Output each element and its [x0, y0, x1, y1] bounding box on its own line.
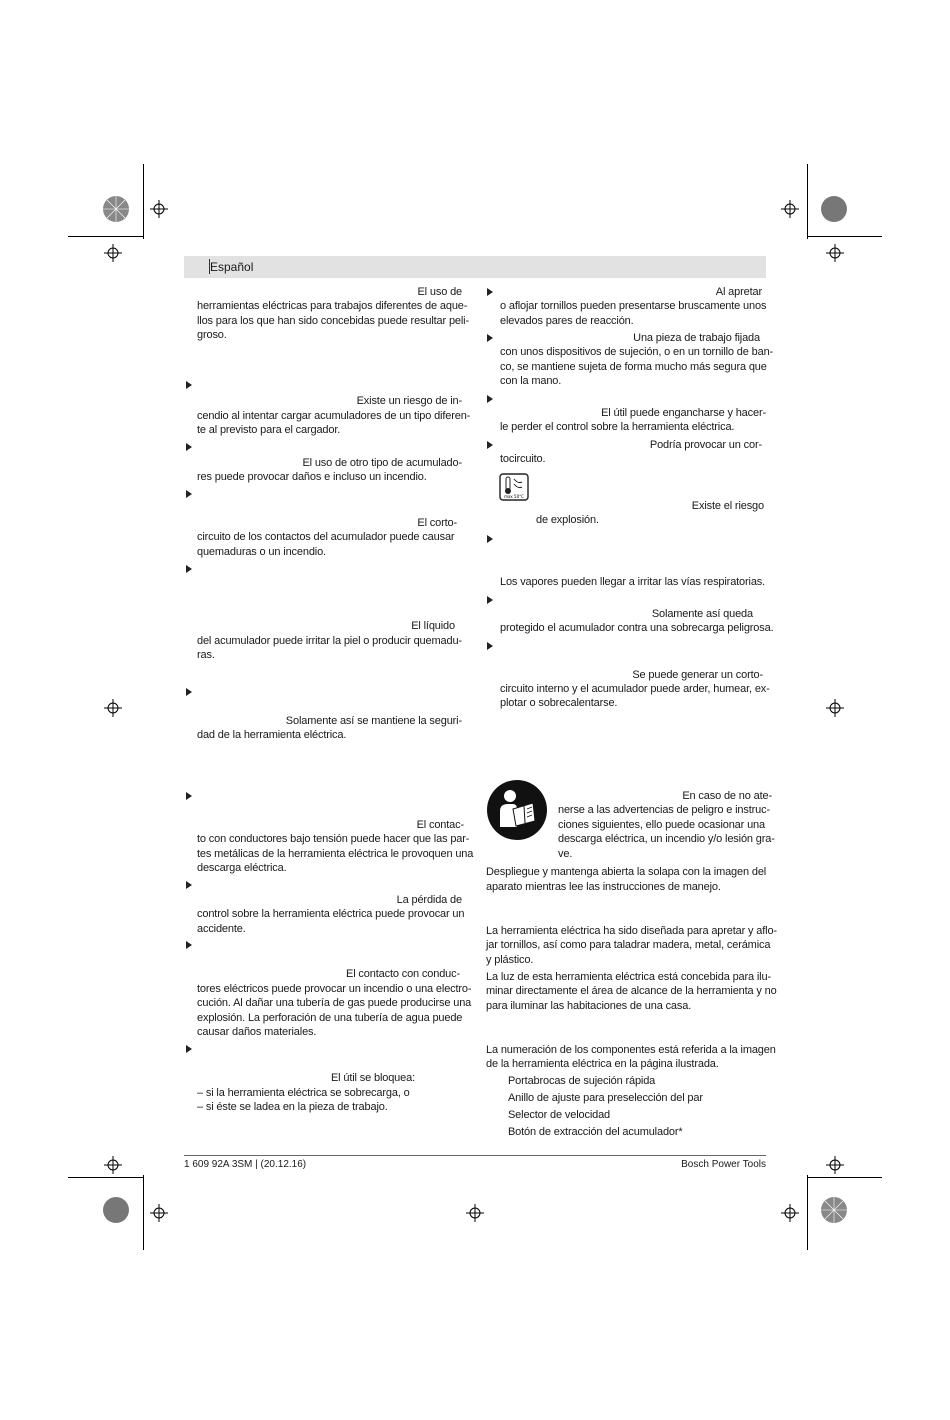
text-line: minar directamente el área de alcance de la herramienta y no — [486, 985, 777, 997]
text-line: con la mano. — [500, 375, 562, 387]
bullet-icon — [186, 1045, 192, 1053]
section-header — [184, 256, 766, 278]
bullet-icon — [186, 881, 192, 889]
text-line: y plástico. — [486, 954, 534, 966]
bullet-icon — [487, 535, 493, 543]
text-line: control sobre la herramienta eléctrica puede provocar un — [197, 908, 465, 920]
text-line: co, se mantiene sujeta de forma mucho más segura que — [500, 361, 767, 373]
text-line: La luz de esta herramienta eléctrica está concebida para ilu- — [486, 971, 771, 983]
component-item: Botón de extracción del acumulador* — [508, 1126, 683, 1138]
text-line: ras. — [197, 649, 215, 661]
footer-doc-id: 1 609 92A 3SM | (20.12.16) — [184, 1159, 307, 1170]
text-line: Despliegue y mantenga abierta la solapa con la imagen del — [486, 866, 767, 878]
text-line: Existe el riesgo — [691, 500, 764, 512]
text-line: El contacto con conduc- — [346, 968, 460, 980]
text-line: circuito de los contactos del acumulador puede causar — [197, 531, 455, 543]
text-line: o aflojar tornillos pueden presentarse bruscamente unos — [500, 300, 767, 312]
component-item: Anillo de ajuste para preselección del par — [508, 1092, 703, 1104]
text-line: aparato mientras lee las instrucciones de manejo. — [486, 881, 721, 893]
text-line: En caso de no ate- — [682, 790, 772, 802]
text-line: jar tornillos, así como para taladrar madera, metal, cerámica — [486, 939, 771, 951]
text-line: accidente. — [197, 923, 246, 935]
bullet-icon — [487, 395, 493, 403]
bullet-icon — [487, 642, 493, 650]
bullet-icon — [186, 688, 192, 696]
list-item: – si éste se ladea en la pieza de trabajo. — [197, 1101, 388, 1113]
registration-target-icon — [820, 195, 848, 223]
text-line: causar daños materiales. — [197, 1026, 317, 1038]
list-item: – si la herramienta eléctrica se sobrecarga, o — [197, 1087, 410, 1099]
text-line: del acumulador puede irritar la piel o producir quemadu- — [197, 635, 462, 647]
text-line: Los vapores pueden llegar a irritar las vías respiratorias. — [500, 576, 766, 588]
text-line: dad de la herramienta eléctrica. — [197, 729, 347, 741]
text-line: elevados pares de reacción. — [500, 315, 634, 327]
footer-brand: Bosch Power Tools — [681, 1159, 766, 1170]
text-line: Al apretar — [715, 286, 762, 298]
crosshair-icon — [104, 1156, 122, 1174]
crop-mark — [68, 236, 143, 237]
component-item: Selector de velocidad — [508, 1109, 611, 1121]
text-line: de explosión. — [536, 514, 599, 526]
bullet-icon — [487, 596, 493, 604]
text-line: Solamente así queda — [651, 608, 753, 620]
text-line: cución. Al dañar una tubería de gas puede producirse una — [197, 997, 472, 1009]
header-divider — [209, 259, 210, 274]
text-line: El uso de — [417, 286, 462, 298]
text-line: Podría provocar un cor- — [649, 439, 762, 451]
temperature-warning-icon — [499, 473, 529, 501]
text-line: La herramienta eléctrica ha sido diseñada para apretar y aflo- — [486, 925, 777, 937]
text-line: Existe un riesgo de in- — [356, 395, 462, 407]
crosshair-icon — [781, 200, 799, 218]
crosshair-icon — [826, 699, 844, 717]
crop-mark — [807, 1175, 808, 1250]
text-line: El corto- — [417, 517, 457, 529]
crosshair-icon — [781, 1204, 799, 1222]
crosshair-icon — [826, 244, 844, 262]
crosshair-icon — [466, 1204, 484, 1222]
crop-mark — [68, 1177, 143, 1178]
text-line: circuito interno y el acumulador puede arder, humear, ex- — [500, 683, 770, 695]
bullet-icon — [186, 565, 192, 573]
crosshair-icon — [104, 699, 122, 717]
text-line: te al previsto para el cargador. — [197, 424, 341, 436]
bullet-icon — [186, 490, 192, 498]
text-line: ve. — [558, 848, 573, 860]
text-line: El útil puede engancharse y hacer- — [601, 407, 766, 419]
text-line: El útil se bloquea: — [331, 1072, 415, 1084]
crosshair-icon — [104, 244, 122, 262]
crosshair-icon — [150, 200, 168, 218]
crop-mark — [807, 1177, 882, 1178]
bullet-icon — [186, 792, 192, 800]
text-line: protegido el acumulador contra una sobrecarga peligrosa. — [500, 622, 774, 634]
registration-target-icon — [102, 195, 130, 223]
text-line: con unos dispositivos de sujeción, o en un tornillo de ban- — [500, 346, 774, 358]
text-line: para iluminar las habitaciones de una casa. — [486, 1000, 692, 1012]
component-item: Portabrocas de sujeción rápida — [508, 1075, 656, 1087]
text-line: de la herramienta eléctrica en la página ilustrada. — [486, 1058, 719, 1070]
text-line: tocircuito. — [500, 453, 546, 465]
text-line: herramientas eléctricas para trabajos diferentes de aque- — [197, 300, 468, 312]
text-line: ciones siguientes, ello puede ocasionar una — [558, 819, 765, 831]
text-line: La numeración de los componentes está referida a la imagen — [486, 1044, 776, 1056]
crosshair-icon — [150, 1204, 168, 1222]
crosshair-icon — [826, 1156, 844, 1174]
text-line: llos para los que han sido concebidas puede resultar peli- — [197, 315, 469, 327]
text-line: Solamente así se mantiene la seguri- — [285, 715, 462, 727]
text-line: nerse a las advertencias de peligro e instruc- — [558, 804, 770, 816]
read-manual-icon — [486, 779, 548, 841]
crop-mark — [143, 164, 144, 239]
text-line: descarga eléctrica. — [197, 862, 287, 874]
bullet-icon — [487, 288, 493, 296]
footer-rule — [184, 1155, 766, 1156]
bullet-icon — [186, 381, 192, 389]
text-line: cendio al intentar cargar acumuladores de un tipo diferen- — [197, 410, 471, 422]
text-line: tores eléctricos puede provocar un incendio o una electro- — [197, 983, 472, 995]
text-line: descarga eléctrica, un incendio y/o lesión gra- — [558, 833, 775, 845]
text-line: Se puede generar un corto- — [632, 669, 763, 681]
text-line: le perder el control sobre la herramienta eléctrica. — [500, 421, 735, 433]
bullet-icon — [186, 443, 192, 451]
bullet-icon — [186, 941, 192, 949]
text-line: plotar o sobrecalentarse. — [500, 697, 618, 709]
registration-target-icon — [102, 1196, 130, 1224]
crop-mark — [807, 164, 808, 239]
bullet-icon — [487, 441, 493, 449]
text-line: Una pieza de trabajo fijada — [633, 332, 760, 344]
svg-text:max 50°C: max 50°C — [504, 494, 524, 499]
text-line: La pérdida de — [396, 894, 462, 906]
text-line: groso. — [197, 329, 227, 341]
registration-target-icon — [820, 1196, 848, 1224]
text-line: El uso de otro tipo de acumulado- — [302, 457, 462, 469]
section-title: Español — [210, 260, 254, 274]
text-line: res puede provocar daños e incluso un incendio. — [197, 471, 427, 483]
text-line: El líquido — [411, 620, 455, 632]
crop-mark — [143, 1175, 144, 1250]
text-line: to con conductores bajo tensión puede hacer que las par- — [197, 833, 470, 845]
text-line: quemaduras o un incendio. — [197, 546, 326, 558]
crop-mark — [807, 236, 882, 237]
text-line: tes metálicas de la herramienta eléctrica le provoquen una — [197, 848, 474, 860]
text-line: El contac- — [416, 819, 464, 831]
text-line: explosión. La perforación de una tubería de agua puede — [197, 1012, 463, 1024]
bullet-icon — [487, 334, 493, 342]
